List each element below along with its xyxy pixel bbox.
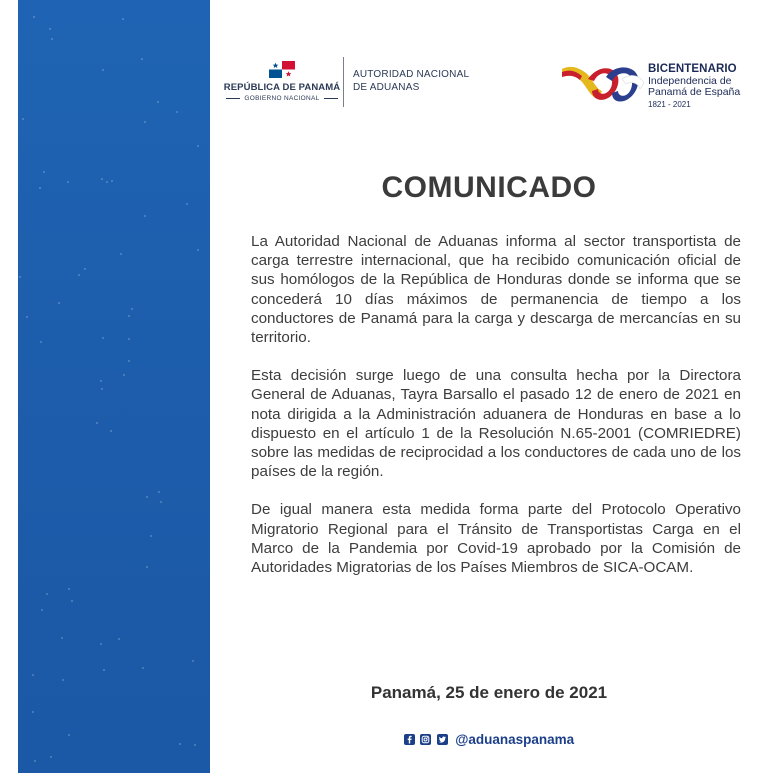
panel-speck — [197, 145, 199, 147]
panel-speck — [32, 711, 34, 713]
panel-speck — [141, 58, 143, 60]
panel-speck — [101, 388, 103, 390]
panama-flag-icon — [269, 61, 295, 78]
communique-body — [251, 232, 741, 596]
panel-speck — [122, 18, 124, 20]
panel-speck — [123, 374, 125, 376]
panel-speck — [103, 669, 105, 671]
panel-speck — [102, 337, 104, 339]
paragraph-2: Esta decisión surge luego de una consulta hecha por la Directora General de Aduanas, Tayra Barsallo el pasado 12 de enero de 2021 en nota dirigida a la Administración aduanera de Honduras en base a lo dispuesto en el artículo 1 de la Resolución N.65-2001 (COMRIEDRE) sobre las medidas de reciprocidad a los conductores de cada uno de los países de la región. — [251, 367, 741, 481]
panel-speck — [144, 215, 146, 217]
bicentenario-years: 1821 - 2021 — [648, 100, 691, 109]
authority-name-line1: AUTORIDAD NACIONAL — [353, 69, 470, 80]
social-handle-text[interactable]: @aduanaspanama — [455, 732, 575, 748]
bicentenario-ribbon-icon — [558, 59, 648, 111]
panel-speck — [68, 734, 70, 736]
date-line: Panamá, 25 de enero de 2021 — [370, 683, 608, 702]
panel-speck — [33, 16, 35, 18]
panel-speck — [118, 638, 120, 640]
panel-speck — [146, 496, 148, 498]
panel-speck — [71, 600, 73, 602]
panel-speck — [50, 756, 52, 758]
bicentenario-logo — [558, 57, 758, 113]
panel-speck — [40, 341, 42, 343]
panel-speck — [51, 38, 53, 40]
panel-speck — [150, 535, 152, 537]
communique-content — [210, 0, 768, 773]
panel-speck — [106, 181, 108, 183]
panel-speck — [192, 660, 194, 662]
panel-speck — [100, 380, 102, 382]
panel-speck — [158, 491, 160, 493]
panel-speck — [22, 118, 24, 120]
paragraph-3: De igual manera esta medida forma parte del Protocolo Operativo Migratorio Regional para el Tránsito de Transportistas Carga en el Marco de la Pandemia por Covid-19 aprobado por la Comisión de Autoridades Migratorias de los Países Miembros de SICA-OCAM. — [251, 501, 741, 577]
panel-speck — [26, 316, 28, 318]
panel-speck — [197, 249, 199, 251]
panel-speck — [160, 501, 162, 503]
panel-speck — [100, 643, 102, 645]
panel-speck — [110, 430, 112, 432]
authority-name — [353, 68, 469, 94]
panel-speck — [34, 760, 36, 762]
authority-name-line2: DE ADUANAS — [353, 82, 420, 93]
panel-speck — [176, 111, 178, 113]
panel-speck — [128, 315, 130, 317]
republica-panama-logo — [220, 61, 344, 102]
page-title: COMUNICADO — [381, 171, 597, 204]
bicentenario-title: BICENTENARIO — [648, 63, 737, 75]
panel-speck — [179, 743, 181, 745]
facebook-icon — [404, 734, 415, 745]
panel-speck — [131, 308, 133, 310]
paragraph-1: La Autoridad Nacional de Aduanas informa al sector transportista de carga terrestre internacional, que ha recibido comunicación oficial de sus homólogos de la República de Honduras donde se informa que se concederá 10 días máximos de permanencia de tiempo a los conductores de Panamá para la carga y descarga de mercancías en su territorio. — [251, 233, 741, 347]
header-logos — [210, 55, 768, 115]
panel-speck — [61, 637, 63, 639]
panel-speck — [19, 276, 21, 278]
panel-speck — [128, 360, 130, 362]
twitter-icon — [437, 734, 448, 745]
panel-speck — [32, 674, 34, 676]
instagram-icon — [420, 734, 431, 745]
panel-speck — [46, 593, 48, 595]
republica-name: REPÚBLICA DE PANAMÁ — [223, 82, 341, 93]
panel-speck — [157, 101, 159, 103]
panel-speck — [43, 171, 45, 173]
panel-speck — [68, 588, 70, 590]
panel-speck — [144, 121, 146, 123]
bicentenario-subtitle-line1: Independencia de — [648, 75, 732, 87]
panel-speck — [111, 180, 113, 182]
panel-speck — [58, 302, 60, 304]
panel-speck — [84, 268, 86, 270]
gobierno-nacional-label: GOBIERNO NACIONAL — [220, 95, 344, 102]
header-divider — [343, 57, 344, 107]
panel-speck — [120, 253, 122, 255]
panel-speck — [146, 566, 148, 568]
panel-speck — [128, 338, 130, 340]
panel-speck — [96, 422, 98, 424]
panel-speck — [194, 744, 196, 746]
panel-speck — [39, 187, 41, 189]
bicentenario-subtitle — [648, 76, 740, 98]
panel-speck — [78, 274, 80, 276]
panel-speck — [186, 203, 188, 205]
bicentenario-subtitle-line2: Panamá de España — [648, 86, 741, 98]
panel-speck — [67, 181, 69, 183]
blue-side-panel — [18, 0, 210, 773]
panel-speck — [142, 667, 144, 669]
panel-speck — [41, 609, 43, 611]
panel-speck — [102, 69, 104, 71]
panel-speck — [49, 28, 51, 30]
social-handle — [210, 731, 768, 749]
panel-speck — [62, 679, 64, 681]
panel-speck — [101, 178, 103, 180]
